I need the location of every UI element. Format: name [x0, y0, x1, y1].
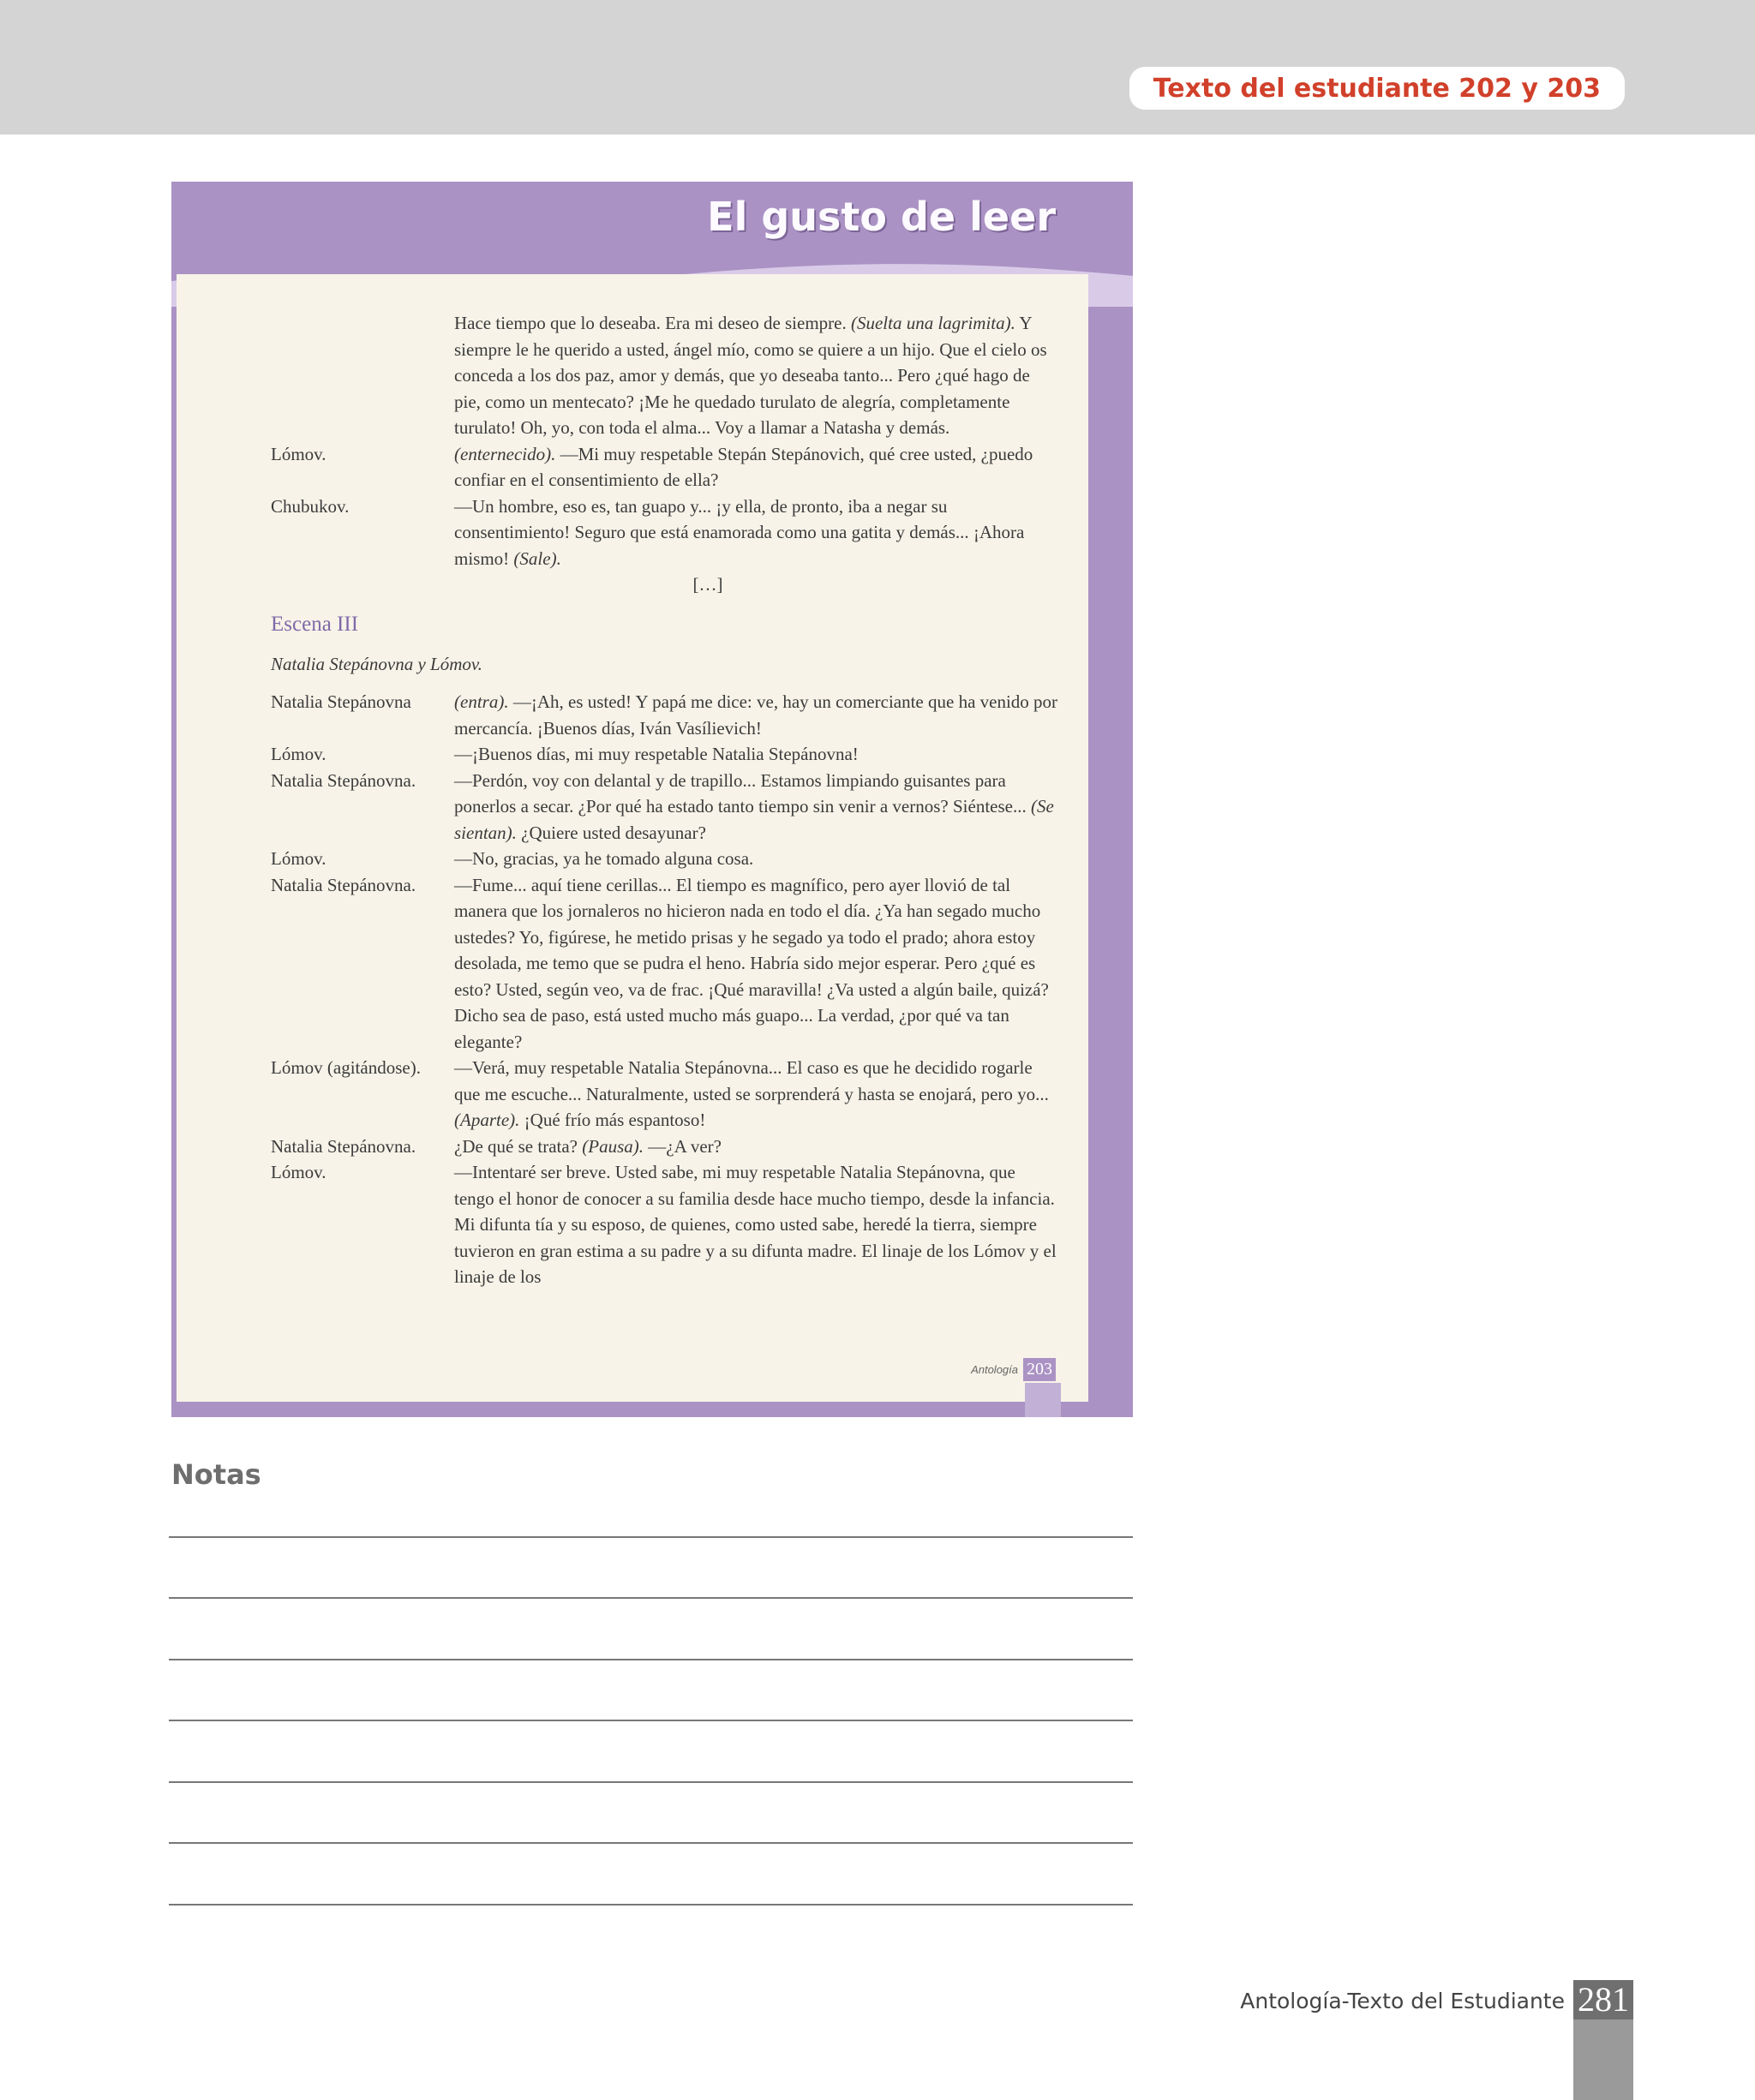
dialogue-text: [454, 441, 1059, 494]
scan-page-number: 203: [1023, 1358, 1056, 1381]
dialogue-line: [271, 768, 1059, 847]
speech-text: ¿Quiere usted desayunar?: [516, 822, 706, 843]
scan-footer-label: Antología: [971, 1363, 1018, 1376]
scene-title: Escena III: [271, 612, 359, 636]
dialogue-line: [271, 1134, 1059, 1160]
dialogue-line: [271, 1159, 1059, 1290]
intro-paragraph: [271, 310, 1059, 441]
note-line[interactable]: [169, 1536, 1133, 1538]
page-number: 281: [1573, 1980, 1633, 2019]
speech-text: —¡Ah, es usted! Y papá me dice: ve, hay un comerciante que ha venido por mercancía. ¡Buenos días, Iván Vasílievich!: [454, 691, 1058, 739]
speaker-name: Lómov.: [271, 744, 326, 764]
dialogue-line: [271, 846, 1059, 872]
speech-text: —Un hombre, eso es, tan guapo y... ¡y ella, de pronto, iba a negar su consentimiento! Seguro que está enamorada como una gatita y demás... ¡Ahora mismo!: [454, 495, 1025, 569]
speech-text: ¡Qué frío más espantoso!: [519, 1110, 706, 1130]
speech-text: —¿A ver?: [644, 1135, 722, 1157]
speaker-name: Natalia Stepánovna: [271, 691, 411, 712]
dialogue-text: [454, 494, 1059, 572]
speech-text: —Fume... aquí tiene cerillas... El tiempo es magnífico, pero ayer llovió de tal manera que los jornaleros no hicieron nada en todo el día. ¿Ya han segado mucho ustedes? Yo, figúrese, he metido prisas y he segado ya todo el prado; ahora estoy desolada, me temo que se pudra el heno. Habría sido mejor esperar. Pero ¿qué es esto? Usted, según veo, va de frac. ¡Qué maravilla! ¿Va usted a algún baile, quizá? Dicho sea de paso, está usted mucho más guapo... La verdad, ¿por qué va tan elegante?: [454, 874, 1049, 1052]
speech-text: —¡Buenos días, mi muy respetable Natalia Stepánovna!: [454, 744, 859, 764]
dialogue-line: [271, 441, 1059, 494]
notes-title: Notas: [171, 1458, 261, 1491]
dialogue-line: [271, 494, 1059, 572]
intro-text-2: Y siempre le he querido a usted, ángel mío, como se quiere a un hijo. Que el cielo os conceda a los dos paz, amor y demás, que yo deseaba tanto... Pero ¿qué hago de pie, como un mentecato? ¡Me he quedado turulato de alegría, completamente turulato! Oh, yo, con toda el alma... Voy a llamar a Natasha y demás.: [454, 313, 1047, 438]
stage-direction: (entra).: [454, 691, 509, 712]
intro-direction: (Suelta una lagrimita).: [850, 313, 1015, 333]
note-line[interactable]: [169, 1659, 1133, 1660]
header-label: Texto del estudiante 202 y 203: [1129, 67, 1625, 110]
speaker-name: Natalia Stepánovna.: [271, 1135, 416, 1157]
speech-text: —Perdón, voy con delantal y de trapillo... Estamos limpiando guisantes para ponerlos a secar. ¿Por qué ha estado tanto tiempo sin venir a vernos? Siéntese...: [454, 769, 1031, 817]
stage-direction: (Sale).: [513, 547, 561, 569]
dialogue-text: [454, 872, 1059, 1056]
note-line[interactable]: [169, 1720, 1133, 1721]
dialogue-text: [454, 689, 1059, 741]
speaker-name: Lómov.: [271, 848, 326, 869]
speaker-name: Natalia Stepánovna.: [271, 874, 416, 895]
dialogue-text: [454, 1134, 1059, 1160]
dialogue-text: [454, 846, 1059, 872]
dialogue-text: [454, 741, 1059, 768]
note-line[interactable]: [169, 1842, 1133, 1844]
dialogue-line: [271, 872, 1059, 1056]
speaker-name: Chubukov.: [271, 495, 350, 517]
intro-text-1: Hace tiempo que lo deseaba. Era mi deseo de siempre.: [454, 313, 851, 333]
scene-cast: Natalia Stepánovna y Lómov.: [271, 653, 482, 674]
scanned-page: [171, 182, 1133, 1417]
page-footer: [1240, 1980, 1633, 2100]
speaker-name: Lómov.: [271, 443, 326, 464]
note-line[interactable]: [169, 1904, 1133, 1906]
scan-footer: [971, 1358, 1056, 1381]
speech-text: ¿De qué se trata?: [454, 1135, 583, 1157]
dialogue-text: [454, 1159, 1059, 1290]
dialogue-block-1: [271, 441, 1059, 572]
dialogue-line: [271, 689, 1059, 741]
note-line[interactable]: [169, 1597, 1133, 1599]
dialogue-text: [454, 768, 1059, 847]
speech-text: —No, gracias, ya he tomado alguna cosa.: [454, 848, 754, 869]
page-number-tab: [1573, 1980, 1633, 2100]
ellipsis: […]: [692, 574, 723, 595]
stage-direction: (Se sientan).: [454, 796, 1054, 843]
speaker-name: Natalia Stepánovna.: [271, 769, 416, 791]
speaker-name: Lómov (agitándose).: [271, 1057, 421, 1078]
footer-label: Antología-Texto del Estudiante: [1240, 1989, 1565, 2013]
page-tab: [1025, 1383, 1061, 1417]
dialogue-block-2: [271, 689, 1059, 1290]
dialogue-line: [271, 1055, 1059, 1134]
dialogue-line: [271, 741, 1059, 768]
dialogue-text: [454, 1055, 1059, 1134]
stage-direction: (Pausa).: [582, 1135, 644, 1157]
scan-paper: [177, 274, 1088, 1402]
speaker-name: Lómov.: [271, 1162, 326, 1182]
stage-direction: (enternecido).: [454, 443, 556, 464]
stage-direction: (Aparte).: [454, 1110, 520, 1130]
speech-text: —Verá, muy respetable Natalia Stepánovna... El caso es que he decidido rogarle que me escuche... Naturalmente, usted se sorprenderá y hasta se enojará, pero yo...: [454, 1057, 1049, 1104]
note-line[interactable]: [169, 1781, 1133, 1783]
speech-text: —Intentaré ser breve. Usted sabe, mi muy respetable Natalia Stepánovna, que tengo el honor de conocer a su familia desde hace mucho tiempo, desde la infancia. Mi difunta tía y su esposo, de quienes, como usted sabe, heredé la tierra, siempre tuvieron en gran estima a su padre y a su difunta madre. El linaje de los Lómov y el linaje de los: [454, 1162, 1057, 1287]
speech-text: —Mi muy respetable Stepán Stepánovich, qué cree usted, ¿puedo confiar en el consentimiento de ella?: [454, 443, 1033, 490]
play-text: [271, 310, 1059, 1290]
scan-title: El gusto de leer: [707, 194, 1056, 240]
